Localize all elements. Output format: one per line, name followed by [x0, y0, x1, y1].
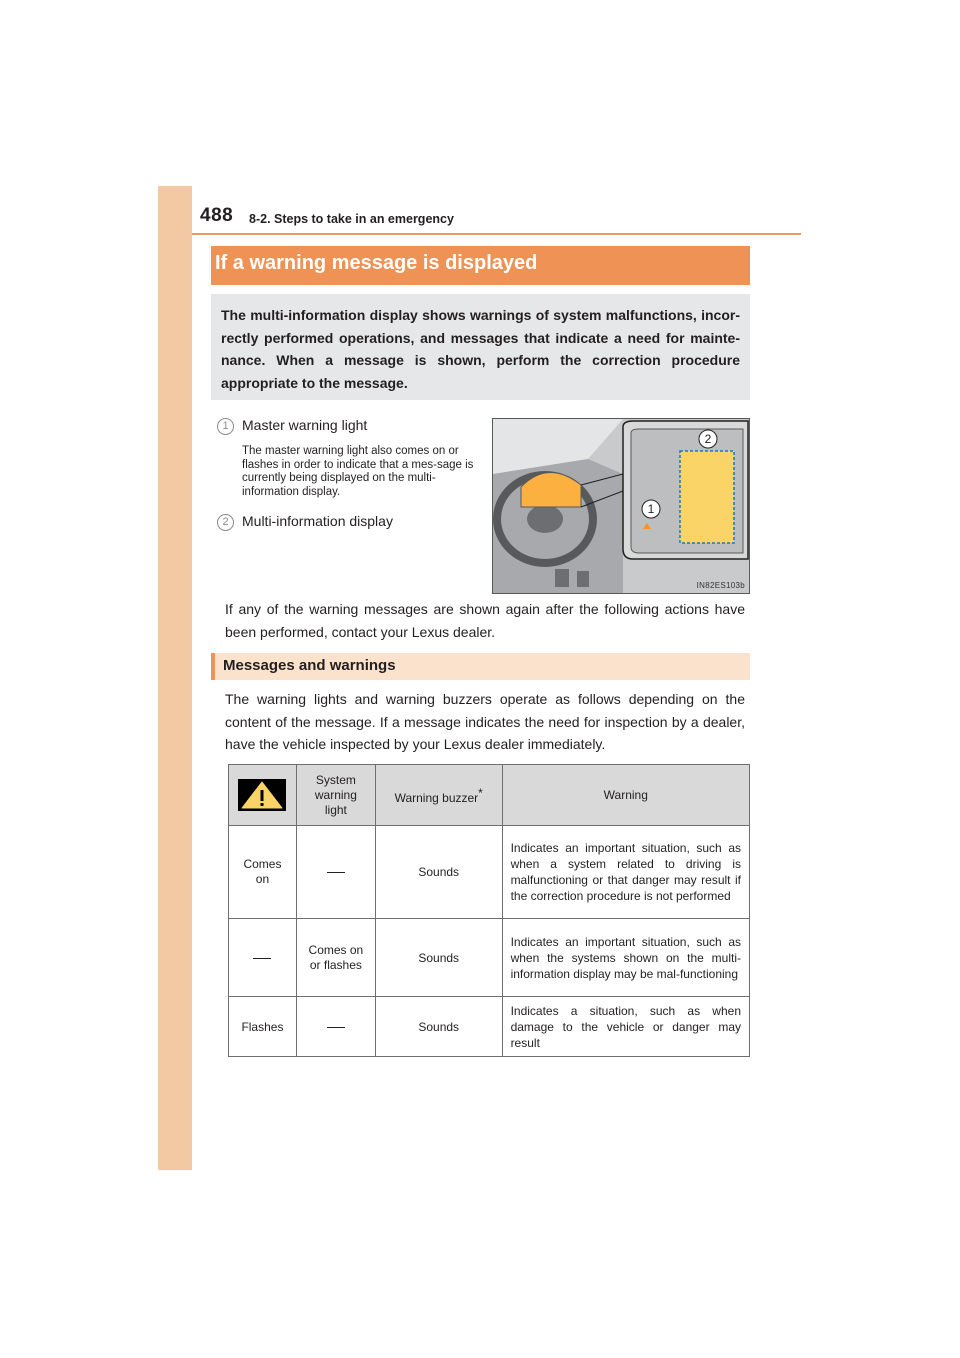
subsection-title-bar — [211, 653, 750, 680]
dash-mark — [327, 1027, 345, 1028]
section-title-bar — [211, 246, 750, 285]
header-master-warning-cell — [229, 765, 297, 826]
row-2-warning: Indicates an important situation, such as when the systems shown on the multi-information display may be mal-functioning — [502, 919, 749, 997]
table-row — [229, 826, 750, 919]
item-1-description: The master warning light also comes on or flashes in order to indicate that a mes-sage is currently being displayed on the multi-information display. — [242, 445, 474, 498]
subsection-title: Messages and warnings — [223, 657, 396, 674]
running-head: 8-2. Steps to take in an emergency — [249, 212, 454, 226]
after-figure-text: If any of the warning messages are shown again after the following actions have been performed, contact your Lexus dealer. — [225, 601, 745, 640]
subsection-text: The warning lights and warning buzzers operate as follows depending on the content of the message. If a message indicates the need for inspection by a dealer, have the vehicle inspected by your Lexus dealer immediately. — [225, 691, 745, 752]
row-2-system: Comes on or flashes — [296, 919, 375, 997]
table-row — [229, 919, 750, 997]
page-side-tab — [158, 186, 192, 1170]
buzzer-footnote-mark: * — [478, 785, 483, 800]
row-3-master: Flashes — [229, 997, 297, 1057]
item-1-title: Master warning light — [242, 417, 368, 433]
row-2-buzzer: Sounds — [375, 919, 502, 997]
intro-text: The multi-information display shows warnings of system malfunctions, incor-rectly performed operations, and messages that indicate a need for mainte-nance. When a message is shown, perform the correction procedure appropriate to the message. — [221, 307, 740, 391]
dashboard-illustration — [493, 419, 750, 594]
row-3-buzzer: Sounds — [375, 997, 502, 1057]
table-header-row — [229, 765, 750, 826]
warnings-table — [228, 764, 750, 1057]
row-1-master: Comes on — [229, 826, 297, 919]
row-1-system — [296, 826, 375, 919]
item-2-title: Multi-information display — [242, 513, 393, 529]
row-1-warning: Indicates an important situation, such as when a system related to driving is malfunctioning or that danger may result if the correction procedure is not performed — [502, 826, 749, 919]
warning-triangle-icon — [238, 779, 286, 811]
dashboard-figure — [492, 418, 750, 594]
header-warning: Warning — [502, 765, 749, 826]
dash-mark — [253, 958, 271, 959]
row-3-warning: Indicates a situation, such as when damage to the vehicle or danger may result — [502, 997, 749, 1057]
intro-box — [211, 294, 750, 400]
section-title: If a warning message is displayed — [215, 252, 538, 274]
subsection-accent — [211, 653, 215, 680]
dash-mark — [327, 872, 345, 873]
table-row — [229, 997, 750, 1057]
figure-callout-1: 1 — [647, 502, 655, 516]
header-system-warning-light: System warning light — [296, 765, 375, 826]
callout-number-2: 2 — [217, 514, 234, 531]
row-3-system — [296, 997, 375, 1057]
figure-code: IN82ES103b — [696, 581, 745, 590]
header-warning-buzzer: Warning buzzer* — [375, 765, 502, 826]
figure-callout-2: 2 — [704, 432, 712, 446]
page-number: 488 — [200, 205, 234, 226]
callout-number-1: 1 — [217, 418, 234, 435]
row-2-master — [229, 919, 297, 997]
row-1-buzzer: Sounds — [375, 826, 502, 919]
header-rule — [192, 233, 801, 235]
